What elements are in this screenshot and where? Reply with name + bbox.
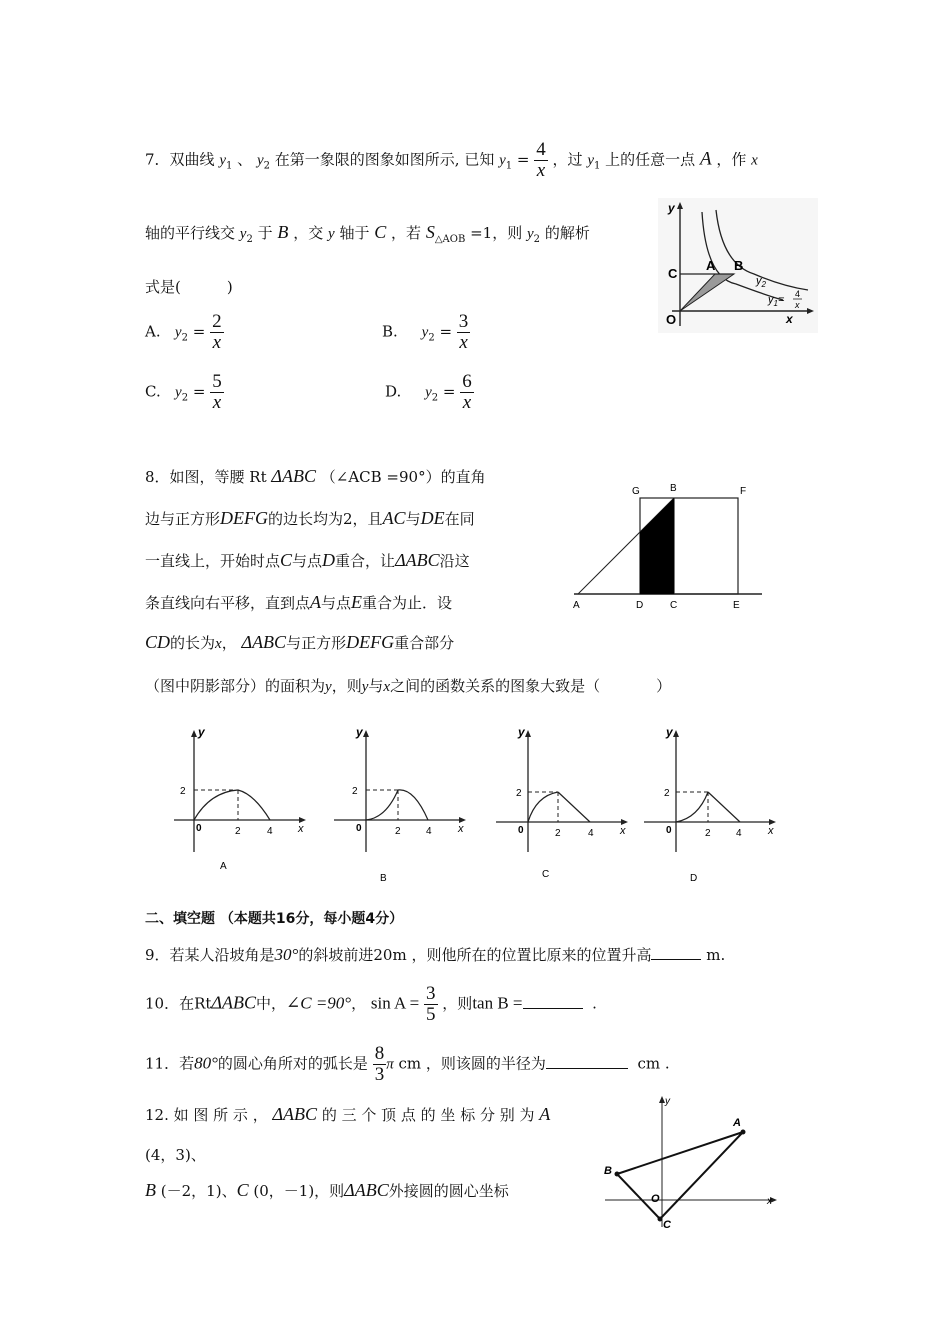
q8-line6: （图中阴影部分）的面积为y，则y与x之间的函数关系的图象大致是（ ） — [145, 677, 672, 695]
q8-graph-b[interactable] — [330, 722, 475, 892]
svg-text:2: 2 — [395, 826, 401, 837]
q12-line3: B (－2，1)、C (0，－1)，则ΔABC外接圆的圆心坐标 — [145, 1180, 509, 1200]
q12-line2: (4，3)、 — [145, 1146, 206, 1164]
svg-text:4: 4 — [267, 826, 273, 837]
svg-text:2: 2 — [516, 788, 522, 799]
q8-line5: CD的长为x， ΔABC与正方形DEFG重合部分 — [145, 632, 455, 652]
label-E: E — [733, 600, 740, 611]
svg-text:0: 0 — [356, 823, 362, 834]
label-G: G — [632, 486, 640, 497]
fig-y1: $y_1=$ — [768, 294, 785, 308]
label-B: B — [670, 483, 677, 494]
graph-label: C — [542, 869, 550, 880]
q11: 11．若80°的圆心角所对的弧长是 $\frac{8}{3}$ π cm ，则该圆的半径为 cm . — [145, 1043, 670, 1085]
q7-line2: 轴的平行线交 $y_2$ 于 B ，交 y 轴于 C ，若 $S_{\triangle AOB} =1$，则 $y_2$ 的解析 — [145, 222, 590, 245]
q8-line2: 边与正方形DEFG的边长均为2，且AC与DE在同 — [145, 508, 475, 528]
svg-text:4: 4 — [588, 828, 594, 839]
label-C: C — [670, 600, 678, 611]
svg-text:x: x — [458, 823, 464, 835]
q7-line1: 7．双曲线 $y_1$ 、 $y_2$ 在第一象限的图象如图所示, 已知 $y_1$ = $\frac{4}{x}$ ，过 $y_1$ 上的任意一点 A ，作 x — [145, 139, 758, 181]
q10: 10．在RtΔABC中，∠C =90°， sin A = $\frac{3}{5}$ ，则tan B = . — [145, 983, 597, 1025]
q10-answer-blank[interactable] — [523, 994, 583, 1009]
q8-line4: 条直线向右平移，直到点A与点E重合为止．设 — [145, 592, 453, 612]
svg-text:x: x — [298, 823, 304, 835]
svg-text:2: 2 — [180, 786, 186, 797]
q7-line3: 式是( ) — [145, 278, 233, 296]
svg-text:x: x — [620, 825, 626, 837]
q8-line1: 8．如图，等腰 Rt ΔABC （∠ACB =90°）的直角 — [145, 466, 486, 486]
graph-label: D — [690, 873, 698, 884]
label-D: D — [636, 600, 644, 611]
svg-text:y: y — [666, 725, 673, 739]
svg-text:B: B — [604, 1165, 612, 1177]
svg-text:x: x — [768, 825, 774, 837]
q8-graph-c[interactable] — [492, 722, 637, 882]
svg-text:2: 2 — [352, 786, 358, 797]
svg-text:2: 2 — [664, 788, 670, 799]
label-A: A — [573, 600, 580, 611]
q8-graph-d[interactable] — [640, 722, 785, 892]
svg-text:A: A — [733, 1117, 741, 1129]
q8-square-triangle-figure — [570, 478, 765, 613]
q8-line3: 一直线上，开始时点C与点D重合，让ΔABC沿这 — [145, 550, 470, 570]
fig-O: O — [666, 312, 677, 327]
svg-text:0: 0 — [518, 825, 524, 836]
q7-option-b[interactable]: B. $y_2$ = $\frac{3}{x}$ — [382, 311, 469, 353]
fig-y1-den: x — [795, 300, 800, 310]
q7-fraction: $\frac{4}{x}$ — [536, 139, 546, 181]
svg-text:y: y — [518, 725, 525, 739]
fig-A: A — [706, 258, 716, 273]
q9-answer-blank[interactable] — [651, 945, 701, 960]
svg-text:0: 0 — [666, 825, 672, 836]
shaded-overlap — [640, 498, 674, 594]
triangle-abc — [617, 1132, 743, 1219]
q7-hyperbola-figure — [658, 198, 818, 333]
q12-triangle-figure — [595, 1092, 785, 1232]
q7-option-c[interactable]: C. $y_2$ = $\frac{5}{x}$ — [145, 371, 222, 413]
svg-text:2: 2 — [555, 828, 561, 839]
svg-text:2: 2 — [235, 826, 241, 837]
fig-y1-num: 4 — [795, 289, 801, 299]
fig-C: C — [668, 266, 678, 281]
svg-text:O: O — [651, 1193, 660, 1205]
graph-label: A — [220, 861, 227, 872]
q12-line1: 12. 如 图 所 示 ， ΔABC 的 三 个 顶 点 的 坐 标 分 别 为 A — [145, 1104, 551, 1124]
svg-text:C: C — [663, 1219, 671, 1231]
graph-label: B — [380, 873, 387, 884]
label-F: F — [740, 486, 747, 497]
q8-graph-a[interactable] — [170, 722, 315, 882]
svg-text:0: 0 — [196, 823, 202, 834]
fig-y: y — [668, 201, 675, 215]
svg-text:y: y — [356, 725, 363, 739]
q9: 9．若某人沿坡角是30°的斜坡前进20m ，则他所在的位置比原来的位置升高 m. — [145, 945, 726, 964]
q11-answer-blank[interactable] — [546, 1054, 628, 1069]
svg-text:2: 2 — [705, 828, 711, 839]
svg-text:4: 4 — [426, 826, 432, 837]
svg-text:x: x — [767, 1196, 772, 1207]
svg-text:y: y — [198, 725, 205, 739]
svg-text:y: y — [665, 1096, 670, 1107]
q7-option-d[interactable]: D. $y_2$ = $\frac{6}{x}$ — [385, 371, 472, 413]
fig-x: x — [786, 312, 793, 326]
fig-B: B — [734, 258, 744, 273]
section-title: 二、填空题 （本题共16分，每小题4分） — [145, 911, 404, 927]
q7-option-a[interactable]: A. $y_2$ = $\frac{2}{x}$ — [145, 311, 222, 353]
fig-y2: $y_2$ — [756, 275, 766, 289]
svg-text:4: 4 — [736, 828, 742, 839]
